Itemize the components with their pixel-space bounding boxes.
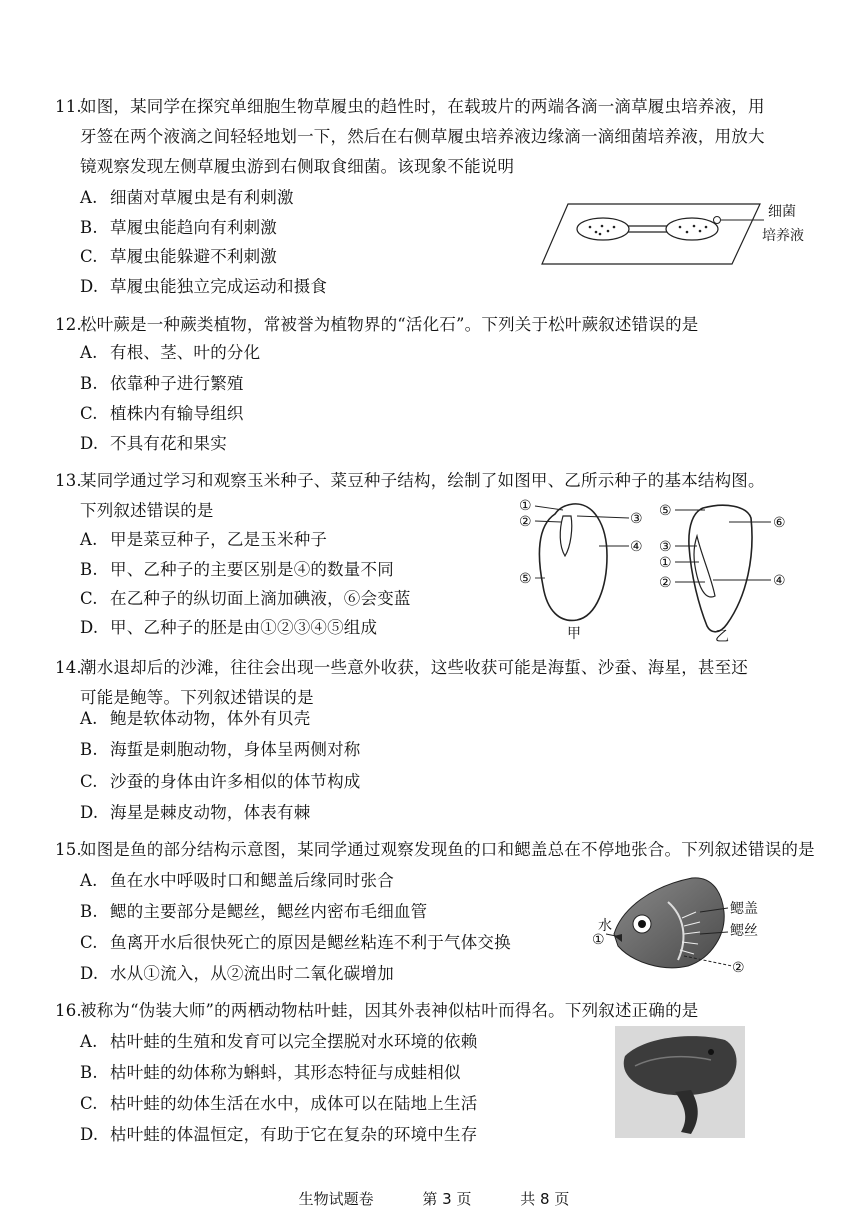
corn-embryo	[694, 536, 715, 597]
option-text: 在乙种子的纵切面上滴加碘液，⑥会变蓝	[110, 589, 411, 608]
figure-label: ⑤	[659, 503, 672, 519]
option-text: 细菌对草履虫是有利刺激	[110, 188, 294, 207]
connecting-channel	[628, 226, 667, 232]
footer-total-pages: 共 8 页	[520, 1190, 570, 1208]
stem-line: 如图是鱼的部分结构示意图，某同学通过观察发现鱼的口和鳃盖总在不停地张合。下列叙述错误的是	[80, 840, 815, 859]
option	[80, 433, 227, 455]
option-letter: A.	[80, 709, 98, 728]
option	[80, 870, 394, 892]
figure-label: ①	[592, 932, 605, 948]
question-number: 14.	[55, 658, 82, 677]
figure-label: 鳃丝	[730, 923, 758, 939]
option-text: 沙蚕的身体由许多相似的体节构成	[110, 772, 361, 791]
option-text: 鱼在水中呼吸时口和鳃盖后缘同时张合	[110, 871, 394, 890]
option-letter: D.	[80, 1125, 99, 1144]
question-number: 12.	[55, 315, 82, 334]
option-letter: A.	[80, 343, 98, 362]
option	[80, 246, 277, 268]
figure-label: 鳃盖	[730, 901, 758, 917]
option-letter: C.	[80, 772, 98, 791]
figure-label: ③	[659, 539, 672, 555]
footer-subject: 生物试题卷	[298, 1190, 374, 1208]
question-15-stem	[55, 835, 840, 865]
stem-line: 潮水退却后的沙滩，往往会出现一些意外收获，这些收获可能是海蜇、沙蚕、海星，甚至还	[80, 658, 748, 677]
figure-label: 培养液	[762, 228, 804, 244]
question-number: 16.	[55, 1001, 82, 1020]
stem-line: 某同学通过学习和观察玉米种子、菜豆种子结构，绘制了如图甲、乙所示种子的基本结构图。	[80, 471, 765, 490]
option-letter: A.	[80, 1032, 98, 1051]
option	[80, 276, 327, 298]
stem-line: 如图，某同学在探究单细胞生物草履虫的趋性时，在载玻片的两端各滴一滴草履虫培养液，用	[80, 97, 765, 116]
option	[80, 1124, 477, 1146]
option-letter: C.	[80, 404, 98, 423]
option-letter: D.	[80, 618, 99, 637]
option	[80, 963, 394, 985]
option-text: 不具有花和果实	[110, 434, 227, 453]
option-text: 依靠种子进行繁殖	[110, 374, 244, 393]
option-text: 植株内有输导组织	[110, 404, 244, 423]
option-text: 有根、茎、叶的分化	[110, 343, 261, 362]
option	[80, 617, 377, 639]
question-number: 13.	[55, 471, 82, 490]
bean-embryo	[560, 516, 572, 556]
option-letter: C.	[80, 247, 98, 266]
stem-line: 可能是鲍等。下列叙述错误的是	[80, 688, 314, 707]
question-11-stem	[55, 92, 815, 182]
option-letter: D.	[80, 434, 99, 453]
option-text: 枯叶蛙的体温恒定，有助于它在复杂的环境中生存	[110, 1125, 478, 1144]
option-text: 枯叶蛙的幼体生活在水中，成体可以在陆地上生活	[110, 1094, 478, 1113]
leaf-frog-photo	[615, 1026, 745, 1138]
question-number: 11.	[55, 97, 82, 116]
stem-line: 下列叙述错误的是	[80, 501, 214, 520]
left-drop	[577, 218, 629, 240]
figure-label: ⑤	[519, 571, 532, 587]
option	[80, 559, 394, 581]
option-text: 海蜇是刺胞动物，身体呈两侧对称	[110, 740, 361, 759]
figure-label: ①	[519, 498, 532, 514]
option-text: 草履虫能独立完成运动和摄食	[110, 277, 328, 296]
option	[80, 373, 244, 395]
option-text: 水从①流入，从②流出时二氧化碳增加	[110, 964, 394, 983]
seed-structure-diagram	[515, 496, 795, 646]
figure-caption: 乙	[715, 629, 729, 645]
option	[80, 708, 310, 730]
option	[80, 1062, 461, 1084]
option-letter: A.	[80, 188, 98, 207]
fish-diagram	[592, 872, 792, 980]
fish-head	[614, 878, 724, 968]
option-letter: D.	[80, 803, 99, 822]
bacteria-drop	[714, 217, 721, 224]
figure-label: ④	[630, 539, 643, 555]
option-text: 甲是菜豆种子，乙是玉米种子	[110, 530, 328, 549]
figure-label: ②	[659, 575, 672, 591]
option-text: 鱼离开水后很快死亡的原因是鳃丝粘连不利于气体交换	[110, 933, 511, 952]
figure-label: ④	[773, 573, 786, 589]
option	[80, 217, 277, 239]
question-16-stem	[55, 996, 815, 1026]
option-text: 鲍是软体动物，体外有贝壳	[110, 709, 311, 728]
figure-label: 水	[598, 918, 612, 934]
option-text: 甲、乙种子的主要区别是④的数量不同	[110, 560, 394, 579]
option	[80, 771, 361, 793]
stem-line: 镜观察发现左侧草履虫游到右侧取食细菌。该现象不能说明	[80, 157, 515, 176]
option	[80, 901, 427, 923]
figure-label: ③	[630, 511, 643, 527]
footer-page-number: 第 3 页	[422, 1190, 472, 1208]
option-text: 鳃的主要部分是鳃丝，鳃丝内密布毛细血管	[110, 902, 428, 921]
option-text: 枯叶蛙的生殖和发育可以完全摆脱对水环境的依赖	[110, 1032, 478, 1051]
option-text: 甲、乙种子的胚是由①②③④⑤组成	[110, 618, 378, 637]
option-letter: B.	[80, 740, 98, 759]
stem-line: 被称为“伪装大师”的两栖动物枯叶蛙，因其外表神似枯叶而得名。下列叙述正确的是	[80, 1001, 699, 1020]
slide-diagram	[540, 196, 820, 271]
option	[80, 932, 511, 954]
option	[80, 1093, 477, 1115]
option	[80, 1031, 477, 1053]
option-text: 枯叶蛙的幼体称为蝌蚪，其形态特征与成蛙相似	[110, 1063, 461, 1082]
figure-label: ②	[732, 960, 745, 976]
question-12-stem	[55, 310, 815, 340]
option-letter: B.	[80, 218, 98, 237]
option	[80, 802, 310, 824]
option-letter: B.	[80, 1063, 98, 1082]
option	[80, 529, 327, 551]
option-text: 海星是棘皮动物，体表有棘	[110, 803, 311, 822]
glass-slide	[542, 204, 760, 264]
figure-label: ⑥	[773, 515, 786, 531]
option-letter: C.	[80, 589, 98, 608]
right-drop	[666, 218, 718, 240]
option	[80, 403, 244, 425]
question-14-stem	[55, 653, 815, 713]
option-text: 草履虫能趋向有利刺激	[110, 218, 277, 237]
option	[80, 739, 361, 761]
option-letter: B.	[80, 560, 98, 579]
option-letter: B.	[80, 902, 98, 921]
stem-line: 松叶蕨是一种蕨类植物，常被誉为植物界的“活化石”。下列关于松叶蕨叙述错误的是	[80, 315, 699, 334]
option-text: 草履虫能躲避不利刺激	[110, 247, 277, 266]
option-letter: C.	[80, 1094, 98, 1113]
corn-seed-outline	[689, 505, 752, 632]
question-number: 15.	[55, 840, 82, 859]
option-letter: C.	[80, 933, 98, 952]
option	[80, 187, 294, 209]
option-letter: A.	[80, 530, 98, 549]
option-letter: D.	[80, 277, 99, 296]
option-letter: D.	[80, 964, 99, 983]
option	[80, 588, 411, 610]
figure-label: ②	[519, 514, 532, 530]
page-footer	[0, 1188, 868, 1209]
figure-caption: 甲	[567, 626, 581, 642]
figure-label: 细菌	[768, 204, 796, 220]
figure-label: ①	[659, 555, 672, 571]
option	[80, 342, 260, 364]
option-letter: B.	[80, 374, 98, 393]
stem-line: 牙签在两个液滴之间轻轻地划一下，然后在右侧草履虫培养液边缘滴一滴细菌培养液，用放大	[80, 127, 765, 146]
option-letter: A.	[80, 871, 98, 890]
